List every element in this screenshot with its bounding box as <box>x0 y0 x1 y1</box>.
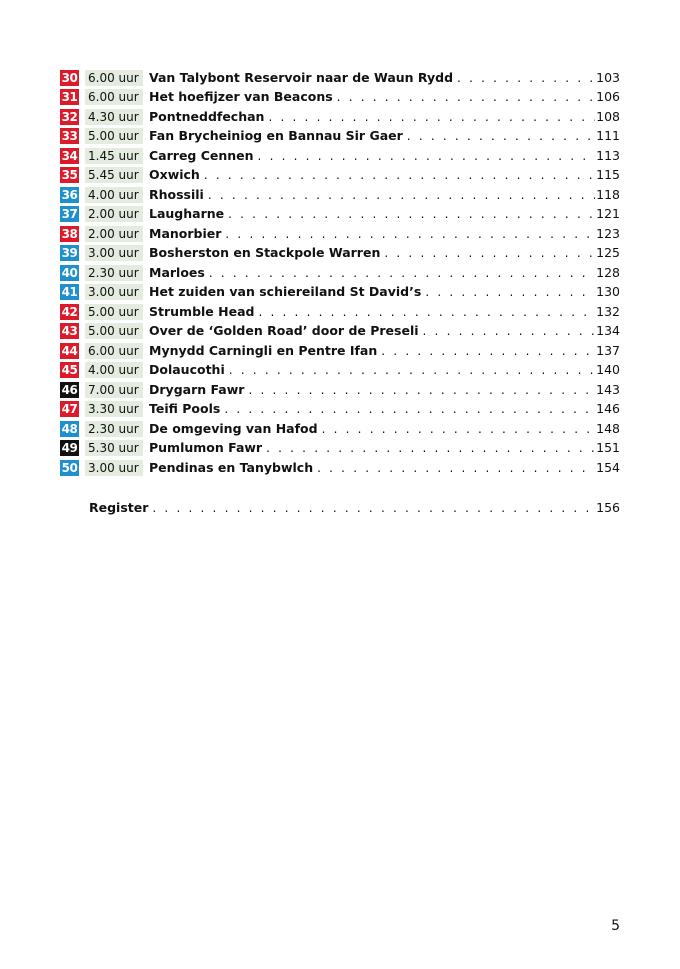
route-duration: 5.00 uur <box>85 304 143 320</box>
route-number-badge: 50 <box>61 460 78 475</box>
route-number-badge: 45 <box>61 363 78 378</box>
dot-leader <box>209 267 595 279</box>
route-page: 108 <box>596 108 620 124</box>
route-page: 128 <box>596 264 620 280</box>
route-duration: 3.00 uur <box>85 245 143 261</box>
route-number-badge: 41 <box>61 285 78 300</box>
toc-entry[interactable] <box>60 244 620 264</box>
route-duration: 3.00 uur <box>85 460 143 476</box>
toc-entry[interactable] <box>60 127 620 147</box>
dot-leader <box>224 403 595 415</box>
toc-entry[interactable] <box>60 419 620 439</box>
route-title: Bosherston en Stackpole Warren <box>149 245 381 260</box>
route-duration: 5.00 uur <box>85 128 143 144</box>
toc-entry[interactable] <box>60 439 620 459</box>
route-title: Marloes <box>149 264 205 280</box>
route-duration: 6.00 uur <box>85 89 143 105</box>
dot-leader <box>208 189 595 201</box>
route-page: 143 <box>596 381 620 397</box>
route-page: 154 <box>596 459 620 475</box>
route-number-badge: 40 <box>61 265 78 280</box>
toc-entry[interactable] <box>60 224 620 244</box>
toc-entry[interactable] <box>60 302 620 322</box>
page-number: 5 <box>611 918 620 934</box>
route-duration: 2.30 uur <box>85 265 143 281</box>
route-page: 121 <box>596 206 620 221</box>
toc-entry[interactable] <box>60 68 620 88</box>
route-number-badge: 37 <box>61 207 78 222</box>
route-number-badge: 48 <box>61 421 78 436</box>
dot-leader <box>229 364 595 376</box>
dot-leader <box>425 286 595 298</box>
dot-leader <box>384 247 595 259</box>
route-title: Het zuiden van schiereiland St David’s <box>149 284 422 299</box>
dot-leader <box>228 208 595 220</box>
route-duration: 1.45 uur <box>85 148 143 164</box>
dot-leader <box>204 169 595 181</box>
route-title: Oxwich <box>149 167 200 182</box>
route-page: 103 <box>596 69 620 85</box>
route-page: 106 <box>596 89 620 104</box>
register-entry[interactable] <box>89 498 620 518</box>
toc-entry[interactable] <box>60 400 620 420</box>
route-page: 123 <box>596 225 620 241</box>
route-page: 148 <box>596 420 620 436</box>
route-duration: 4.00 uur <box>85 362 143 378</box>
toc-entry[interactable] <box>60 322 620 342</box>
route-title: Pontneddfechan <box>149 108 265 124</box>
route-duration: 4.30 uur <box>85 109 143 125</box>
route-page: 118 <box>596 186 620 202</box>
route-title: Laugharne <box>149 206 225 221</box>
route-title: Carreg Cennen <box>149 147 254 163</box>
route-number-badge: 31 <box>61 90 78 105</box>
dot-leader <box>266 442 595 454</box>
toc-entry[interactable] <box>60 88 620 108</box>
route-page: 134 <box>596 323 620 338</box>
toc-entry[interactable] <box>60 146 620 166</box>
register-page: 156 <box>596 499 620 515</box>
route-number-badge: 42 <box>61 304 78 319</box>
route-duration: 3.30 uur <box>85 401 143 417</box>
route-title: Manorbier <box>149 225 222 241</box>
dot-leader <box>317 462 595 474</box>
dot-leader <box>152 502 595 514</box>
toc-entry[interactable] <box>60 283 620 303</box>
route-number-badge: 35 <box>61 168 78 183</box>
route-number-badge: 34 <box>61 148 78 163</box>
route-number-badge: 38 <box>61 226 78 241</box>
route-duration: 6.00 uur <box>85 70 143 86</box>
route-title: Van Talybont Reservoir naar de Waun Rydd <box>149 69 454 85</box>
route-title: Dolaucothi <box>149 362 225 377</box>
dot-leader <box>407 130 595 142</box>
route-page: 125 <box>596 245 620 260</box>
dot-leader <box>248 384 595 396</box>
route-duration: 6.00 uur <box>85 343 143 359</box>
dot-leader <box>258 150 596 162</box>
route-number-badge: 44 <box>61 343 78 358</box>
route-duration: 2.30 uur <box>85 421 143 437</box>
toc-entry[interactable] <box>60 380 620 400</box>
toc-entry[interactable] <box>60 205 620 225</box>
route-title: Drygarn Fawr <box>149 381 245 397</box>
route-number-badge: 39 <box>61 246 78 261</box>
route-title: Het hoefijzer van Beacons <box>149 89 333 104</box>
route-page: 111 <box>596 128 620 143</box>
dot-leader <box>423 325 596 337</box>
route-page: 146 <box>596 401 620 416</box>
route-duration: 2.00 uur <box>85 206 143 222</box>
dot-leader <box>258 306 595 318</box>
toc-entry[interactable] <box>60 458 620 478</box>
route-page: 115 <box>596 167 620 182</box>
route-page: 140 <box>596 362 620 377</box>
route-number-badge: 43 <box>61 324 78 339</box>
route-number-badge: 47 <box>61 402 78 417</box>
route-number-badge: 49 <box>61 441 78 456</box>
route-duration: 5.00 uur <box>85 323 143 339</box>
route-duration: 3.00 uur <box>85 284 143 300</box>
route-duration: 5.45 uur <box>85 167 143 183</box>
toc-entry[interactable] <box>60 166 620 186</box>
route-title: Pendinas en Tanybwlch <box>149 459 314 475</box>
route-page: 113 <box>596 147 620 163</box>
dot-leader <box>337 91 595 103</box>
dot-leader <box>457 72 595 84</box>
route-title: De omgeving van Hafod <box>149 420 318 436</box>
route-page: 132 <box>596 303 620 319</box>
route-duration: 5.30 uur <box>85 440 143 456</box>
toc-entry[interactable] <box>60 361 620 381</box>
route-title: Teifi Pools <box>149 401 221 416</box>
toc-entry[interactable] <box>60 185 620 205</box>
toc-entry[interactable] <box>60 341 620 361</box>
dot-leader <box>381 345 595 357</box>
route-title: Rhossili <box>149 186 204 202</box>
route-duration: 4.00 uur <box>85 187 143 203</box>
route-number-badge: 32 <box>61 109 78 124</box>
table-of-contents <box>60 68 620 478</box>
route-title: Over de ‘Golden Road’ door de Preseli <box>149 323 419 338</box>
dot-leader <box>268 111 595 123</box>
route-title: Pumlumon Fawr <box>149 440 263 455</box>
route-number-badge: 36 <box>61 187 78 202</box>
route-title: Mynydd Carningli en Pentre Ifan <box>149 342 378 358</box>
register-title: Register <box>89 499 149 515</box>
route-number-badge: 30 <box>61 70 78 85</box>
route-number-badge: 46 <box>61 382 78 397</box>
route-page: 137 <box>596 342 620 358</box>
route-page: 151 <box>596 440 620 455</box>
dot-leader <box>225 228 595 240</box>
route-title: Strumble Head <box>149 303 255 319</box>
toc-entry[interactable] <box>60 263 620 283</box>
dot-leader <box>322 423 596 435</box>
route-duration: 2.00 uur <box>85 226 143 242</box>
route-number-badge: 33 <box>61 129 78 144</box>
route-page: 130 <box>596 284 620 299</box>
route-title: Fan Brycheiniog en Bannau Sir Gaer <box>149 128 403 143</box>
toc-entry[interactable] <box>60 107 620 127</box>
route-duration: 7.00 uur <box>85 382 143 398</box>
